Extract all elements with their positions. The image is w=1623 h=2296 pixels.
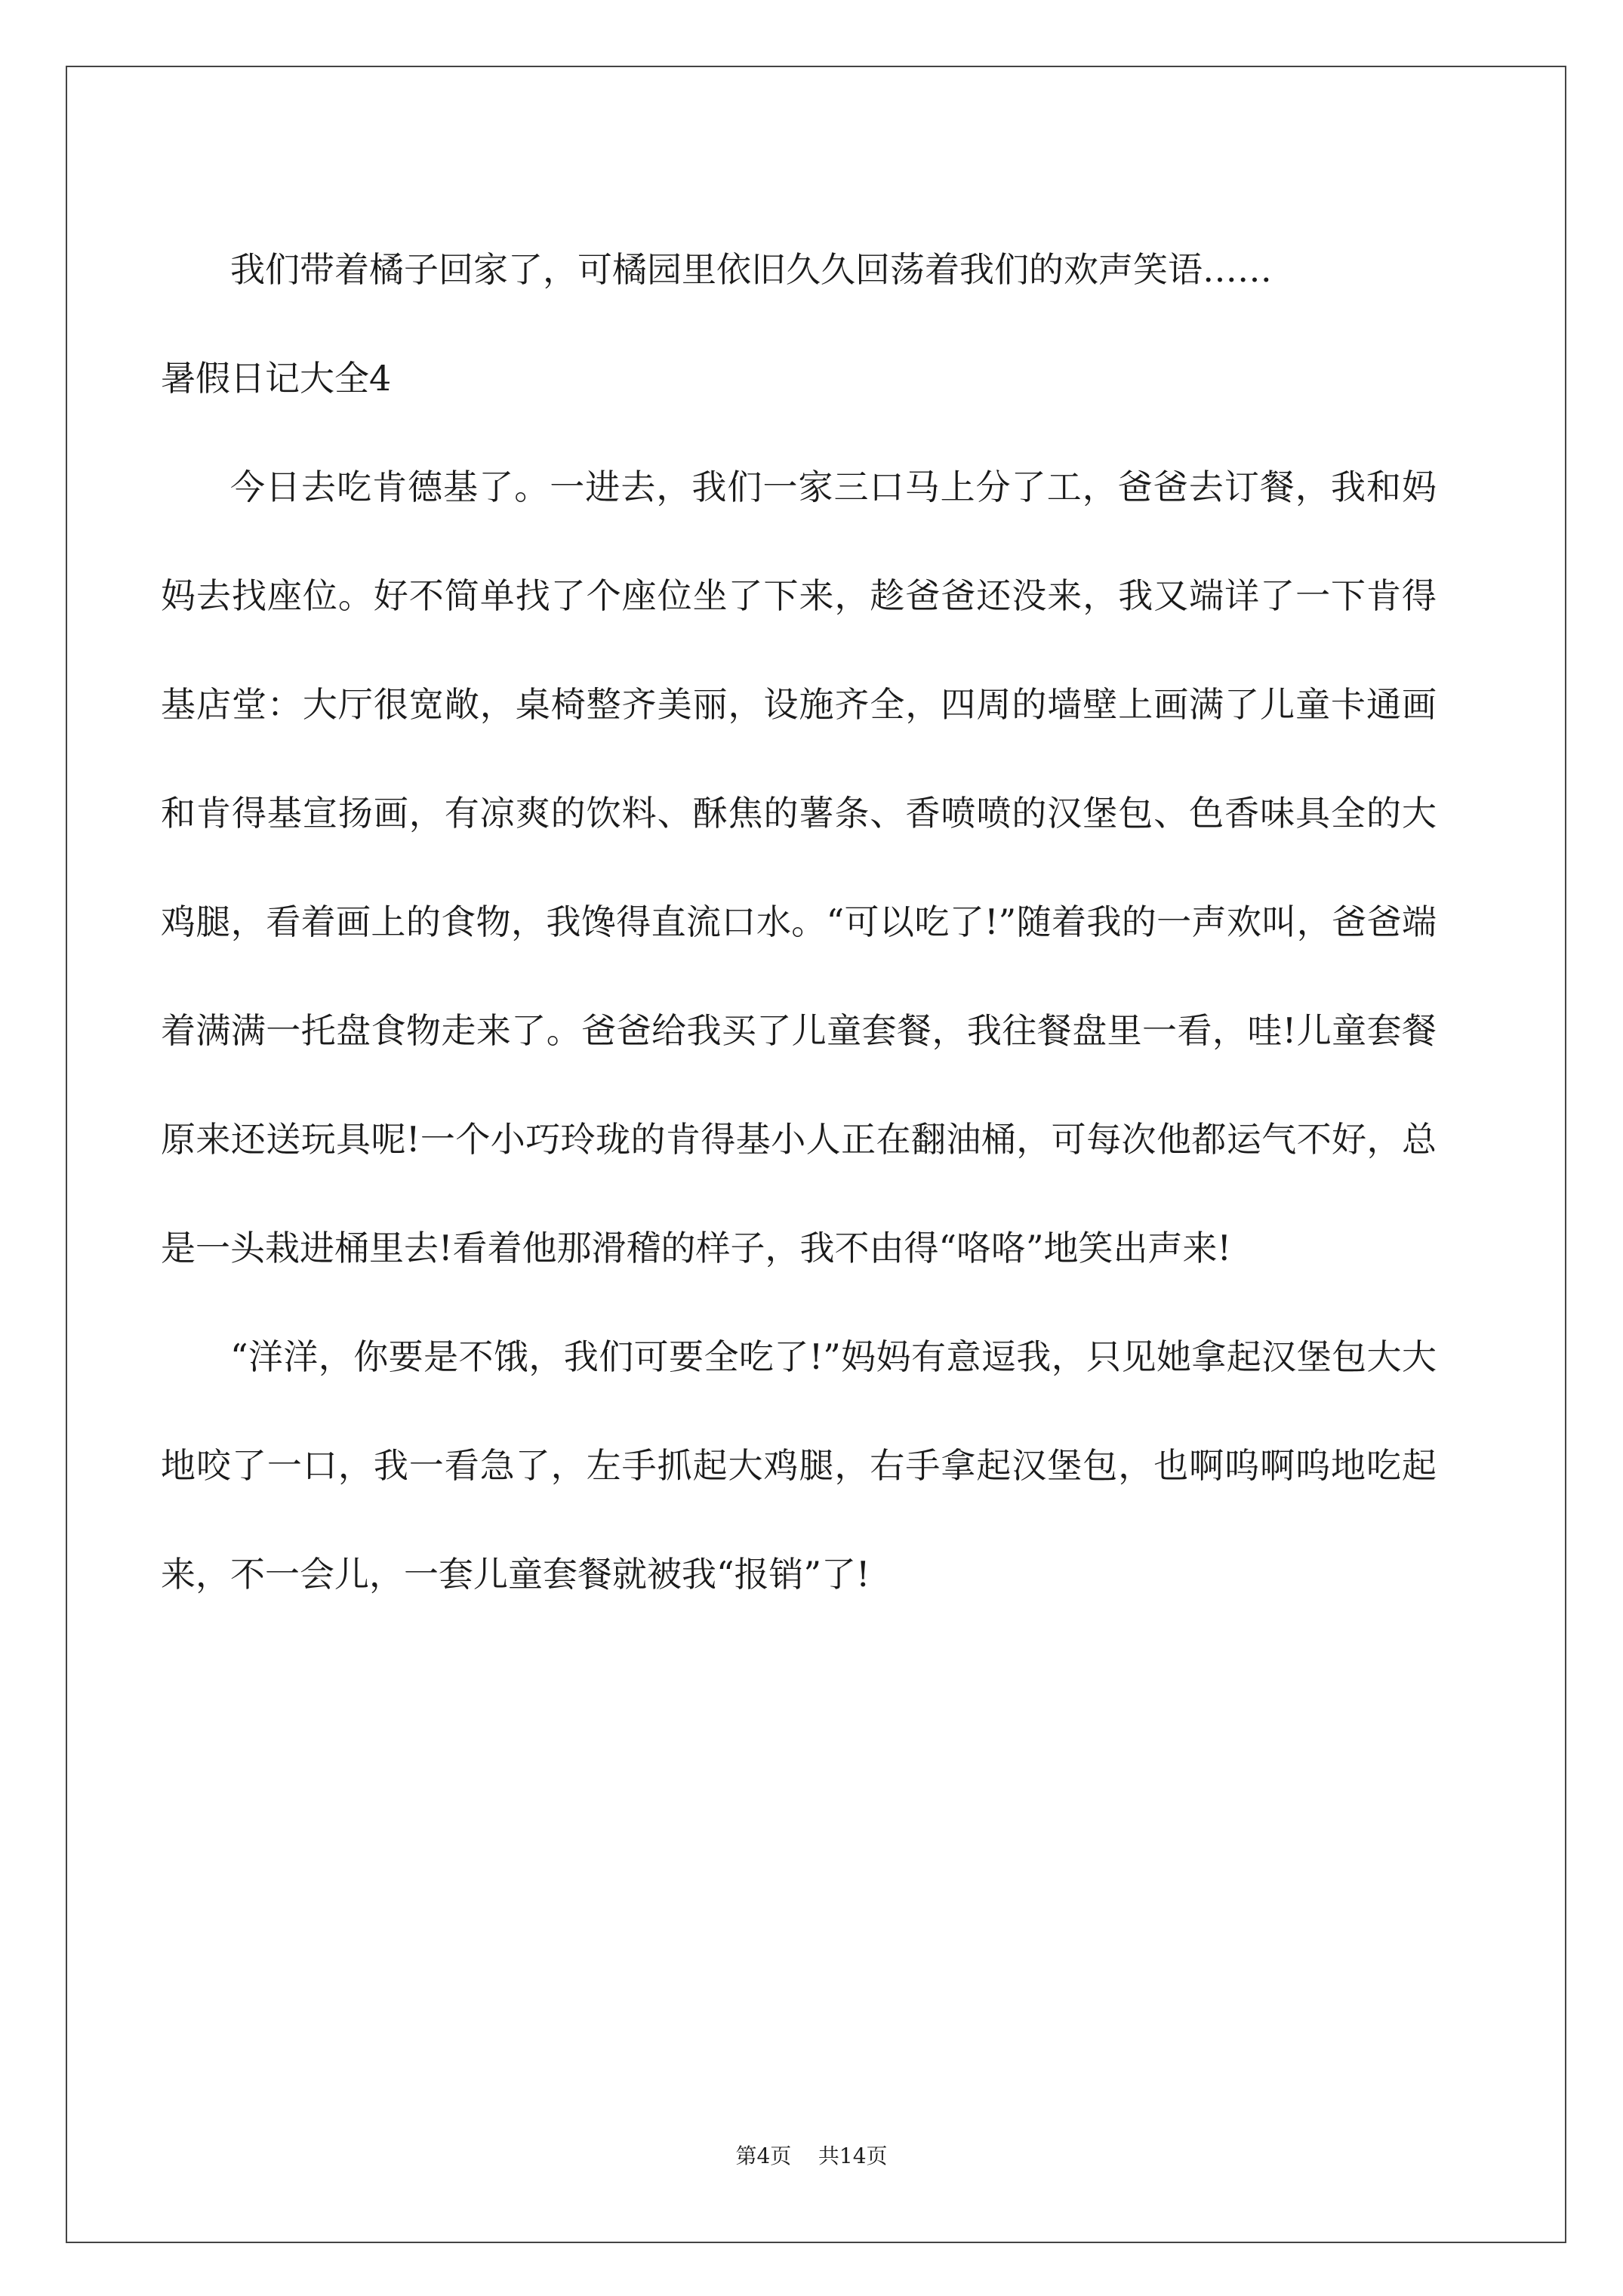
paragraph: “洋洋，你要是不饿，我们可要全吃了!”妈妈有意逗我，只见她拿起汉堡包大大地咬了一口，我一看急了，左手抓起大鸡腿，右手拿起汉堡包，也啊呜啊呜地吃起来，不一会儿，一套儿童套餐就被我“报销”了! xyxy=(161,1336,1437,1595)
paragraph: 今日去吃肯德基了。一进去，我们一家三口马上分了工，爸爸去订餐，我和妈妈去找座位。好不简单找了个座位坐了下来，趁爸爸还没来，我又端详了一下肯得基店堂：大厅很宽敞，桌椅整齐美丽，设施齐全，四周的墙壁上画满了儿童卡通画和肯得基宣扬画，有凉爽的饮料、酥焦的薯条、香喷喷的汉堡包、色香味具全的大鸡腿，看着画上的食物，我馋得直流口水。“可以吃了!”随着我的一声欢叫，爸爸端着满满一托盘食物走来了。爸爸给我买了儿童套餐，我往餐盘里一看，哇!儿童套餐原来还送玩具呢!一个小巧玲珑的肯得基小人正在翻油桶，可每次他都运气不好，总是一头栽进桶里去!看着他那滑稽的样子，我不由得“咯咯”地笑出声来! xyxy=(161,467,1437,1268)
document-body xyxy=(161,215,1437,1629)
page-footer xyxy=(0,2141,1623,2171)
page-total: 共14页 xyxy=(818,2143,888,2168)
paragraph: 我们带着橘子回家了，可橘园里依旧久久回荡着我们的欢声笑语…… xyxy=(230,249,1272,290)
page-number: 第4页 xyxy=(735,2143,792,2168)
section-heading: 暑假日记大全4 xyxy=(161,358,392,399)
